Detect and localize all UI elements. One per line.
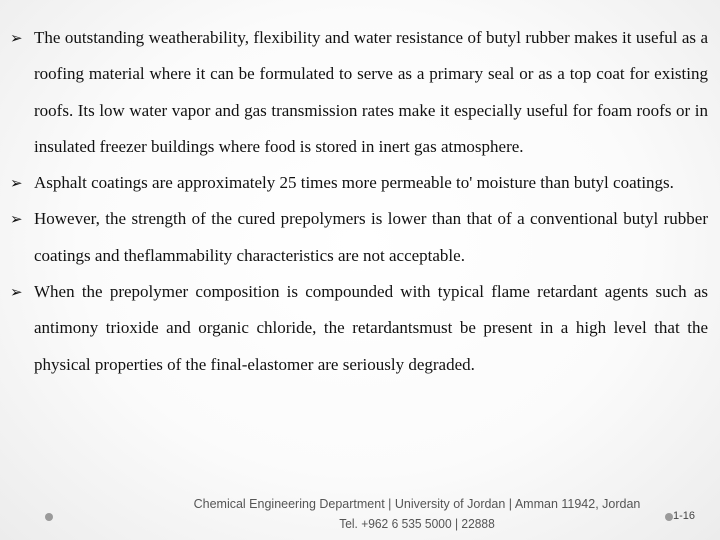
- bullet-text: However, the strength of the cured prepolymers is lower than that of a conventional butyl rubber coatings and theflammability characteristics are not acceptable.: [34, 209, 708, 265]
- footer: [180, 494, 654, 534]
- arrow-bullet-icon: ➢: [10, 29, 23, 47]
- bullet-text: Asphalt coatings are approximately 25 times more permeable to' moisture than butyl coatings.: [34, 173, 674, 193]
- footer-dot-left-icon: [45, 513, 53, 521]
- bullet-text: The outstanding weatherability, flexibility and water resistance of butyl rubber makes it useful as a roofing material where it can be formulated to serve as a primary seal or as a top coat for existing roofs. Its low water vapor and gas transmission rates make it especially useful for foam roofs or in insulated freezer buildings where food is stored in inert gas atmosphere.: [34, 28, 708, 156]
- bullet-list: [10, 20, 708, 383]
- page-number: 1-16: [673, 510, 696, 522]
- footer-dot-right-icon: [665, 513, 673, 521]
- arrow-bullet-icon: ➢: [10, 210, 23, 229]
- footer-department-line: Chemical Engineering Department | University of Jordan | Amman 11942, Jordan: [193, 497, 641, 511]
- bullet-item-butyl-roofing: [10, 20, 708, 165]
- arrow-bullet-icon: ➢: [10, 283, 23, 302]
- bullet-item-asphalt-permeability: [10, 165, 708, 201]
- bullet-text: When the prepolymer composition is compounded with typical flame retardant agents such as antimony trioxide and organic chloride, the retardantsmust be present in a high level that the physical properties of the final-elastomer are seriously degraded.: [34, 282, 708, 374]
- bullet-item-flame-retardant: [10, 274, 708, 383]
- bullet-item-prepolymer-strength: [10, 201, 708, 274]
- arrow-bullet-icon: ➢: [10, 174, 23, 193]
- footer-phone-line: Tel. +962 6 535 5000 | 22888: [339, 517, 495, 531]
